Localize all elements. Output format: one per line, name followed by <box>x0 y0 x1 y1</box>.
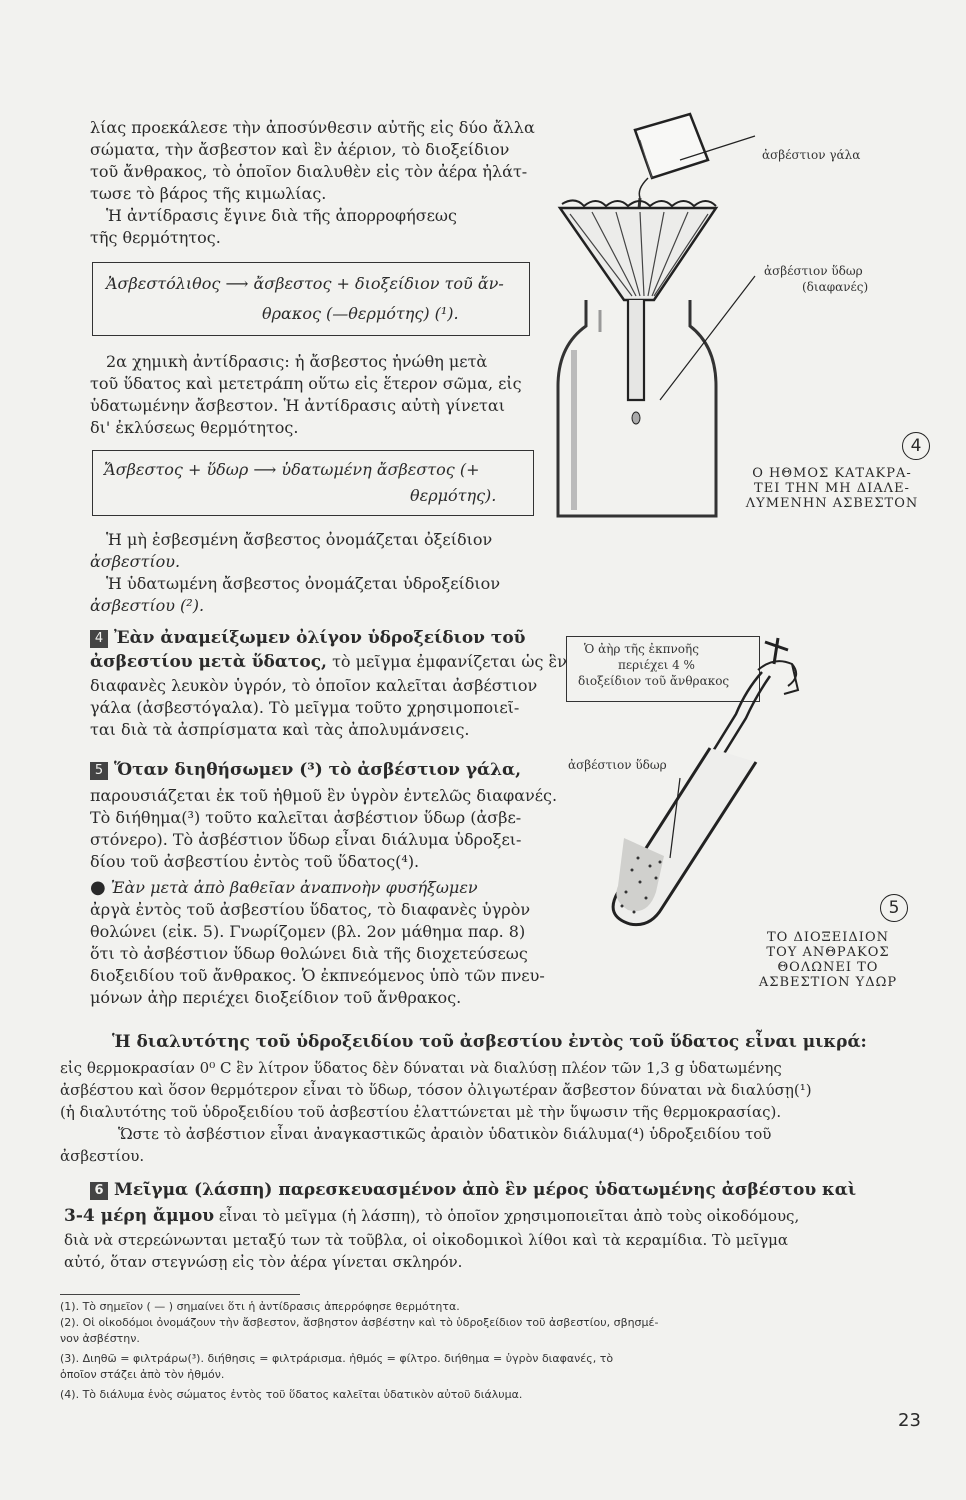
footnote-2: (2). Οἱ οἰκοδόμοι ὀνομάζουν τὴν ἄσβεστον, ἄσβηστον ἀσβέστην καὶ τὸ ὑδροξείδιον τοῦ ἀσβεστίου, σβησμέ- <box>60 1316 659 1329</box>
names-line-4: ἀσβεστίου (²). <box>90 596 205 615</box>
footnote-4: (4). Τὸ διάλυμα ἑνὸς σώματος ἐντὸς τοῦ ὕδατος καλεῖται ὑδατικὸν αὐτοῦ διάλυμα. <box>60 1388 523 1401</box>
section-5-line-4: στόνερο). Τὸ ἀσβέστιον ὕδωρ εἶναι διάλυμα ὑδροξει- <box>90 830 522 849</box>
solubility-line-2: ἀσβέστου καὶ ὅσον θερμότερον εἶναι τὸ ὕδωρ, τόσον ὀλιγωτέραν ἄσβεστον δύναται νὰ διαλύσῃ(¹) <box>60 1081 812 1099</box>
section-6-line-3: διὰ νὰ στερεώνωνται μεταξύ των τὰ τοῦβλα, οἱ οἰκοδομικοὶ λίθοι καὶ τὰ κεραμίδια. Τὸ μεῖγμα <box>64 1231 789 1249</box>
section-5-line-10: διοξειδίου τοῦ ἄνθρακος. Ὁ ἐκπνεόμενος ὑπὸ τῶν πνευ- <box>90 966 545 985</box>
equation-1-line-1: Ἀσβεστόλιθος ⟶ ἄσβεστος + διοξείδιον τοῦ ἄν- <box>106 274 504 293</box>
solubility-line-3: (ἡ διαλυτότης τοῦ ὑδροξειδίου τοῦ ἀσβεστίου ἐλαττώνεται μὲ τὴν ὕψωσιν τῆς θερμοκρασίας). <box>60 1103 782 1121</box>
page-number: 23 <box>898 1410 921 1431</box>
section-4-line-3: διαφανὲς λευκὸν ὑγρόν, τὸ ὁποῖον καλεῖται ἀσβέστιον <box>90 676 538 695</box>
section-5-line-7: ἀργὰ ἐντὸς τοῦ ἀσβεστίου ὕδατος, τὸ διαφανὲς ὑγρὸν <box>90 900 531 919</box>
intro-line-1: λίας προεκάλεσε τὴν ἀποσύνθεσιν αὐτῆς εἰς δύο ἄλλα <box>90 118 535 137</box>
footnote-3: (3). Διηθῶ = φιλτράρω(³). διήθησις = φιλτράρισμα. ἠθμός = φίλτρο. διήθημα = ὑγρὸν διαφανές, τὸ <box>60 1352 614 1365</box>
solubility-title: Ἡ διαλυτότης τοῦ ὑδροξειδίου τοῦ ἀσβεστίου ἐντὸς τοῦ ὕδατος εἶναι μικρά: <box>112 1032 867 1052</box>
section-5-line-3: Τὸ διήθημα(³) τοῦτο καλεῖται ἀσβέστιον ὕδωρ (ἀσβε- <box>90 808 522 827</box>
section-6-line-2: 3-4 μέρη ἄμμου εἶναι τὸ μεῖγμα (ἡ λάσπη), τὸ ὁποῖον χρησιμοποιεῖται ἀπὸ τοὺς οἰκοδόμους, <box>64 1206 800 1226</box>
test-tube-icon <box>613 748 756 925</box>
names-line-2: ἀσβεστίου. <box>90 552 181 571</box>
equation-1-line-2: θρακος (—θερμότης) (¹). <box>262 304 459 323</box>
section-5-line-1: 5 Ὅταν διηθήσωμεν (³) τὸ ἀσβέστιον γάλα, <box>90 760 521 780</box>
solubility-line-4: Ὥστε τὸ ἀσβέστιον εἶναι ἀναγκαστικῶς ἀραιὸν ὑδατικὸν διάλυμα(⁴) ὑδροξειδίου τοῦ <box>118 1125 772 1143</box>
figure-4-label-clear: (διαφανές) <box>802 280 869 294</box>
section-5-line-2: παρουσιάζεται ἐκ τοῦ ἠθμοῦ ἓν ὑγρὸν ἐντελῶς διαφανές. <box>90 786 558 805</box>
section-4-line-2: ἀσβεστίου μετὰ ὕδατος, τὸ μεῖγμα ἐμφανίζεται ὡς ἓν <box>90 652 567 672</box>
intro-line-5: Ἡ ἀντίδρασις ἔγινε διὰ τῆς ἀπορροφήσεως <box>106 206 457 225</box>
bullet: ● <box>90 877 106 898</box>
footnote-3-cont: ὁποῖον στάζει ἀπὸ τὸν ἠθμόν. <box>60 1368 225 1381</box>
reaction-2-line-4: δι' ἐκλύσεως θερμότητος. <box>90 418 299 437</box>
intro-line-6: τῆς θερμότητος. <box>90 228 221 247</box>
section-4-line-4: γάλα (ἀσβεστόγαλα). Τὸ μεῖγμα τοῦτο χρησιμοποιεῖ- <box>90 698 520 717</box>
figure-5-box-line-1: Ὁ ἀὴρ τῆς ἐκπνοῆς <box>584 642 699 656</box>
funnel-icon <box>560 200 716 400</box>
section-5-line-8: θολώνει (εἰκ. 5). Γνωρίζομεν (βλ. 2ον μάθημα παρ. 8) <box>90 922 526 941</box>
intro-line-4: τωσε τὸ βάρος τῆς κιμωλίας. <box>90 184 327 203</box>
section-5-line-11: μόνων ἀὴρ περιέχει διοξείδιον τοῦ ἄνθρακος. <box>90 988 462 1007</box>
section-6-line-4: αὐτό, ὅταν στεγνώσῃ εἰς τὸν ἀέρα γίνεται σκληρόν. <box>64 1253 463 1271</box>
section-6-line-1: 6 Μεῖγμα (λάσπη) παρεσκευασμένον ἀπὸ ἓν μέρος ὑδατωμένης ἀσβέστου καὶ <box>90 1180 856 1200</box>
figure-5-number: 5 <box>880 894 908 922</box>
drop-icon <box>632 412 640 424</box>
figure-5-caption: ΤΟ ΔΙΟΞΕΙΔΙΟΝ ΤΟΥ ΑΝΘΡΑΚΟΣ ΘΟΛΩΝΕΙ ΤΟ ΑΣΒΕΣΤΙΟΝ ΥΔΩΡ <box>758 930 898 990</box>
figure-4-filter-illustration <box>540 100 760 520</box>
figure-4-label-milk: ἀσβέστιον γάλα <box>762 148 861 162</box>
figure-5-label-water: ἀσβέστιον ὕδωρ <box>568 758 667 772</box>
figure-4-number: 4 <box>902 432 930 460</box>
figure-5-box-line-3: διοξείδιον τοῦ ἄνθρακος <box>578 674 730 688</box>
solubility-line-5: ἀσβεστίου. <box>60 1147 145 1165</box>
footnote-2-cont: νον ἀσβέστην. <box>60 1332 140 1345</box>
figure-4-label-water: ἀσβέστιον ὕδωρ <box>764 264 863 278</box>
intro-line-3: τοῦ ἄνθρακος, τὸ ὁποῖον διαλυθὲν εἰς τὸν ἀέρα ἠλάτ- <box>90 162 528 181</box>
section-5-line-6: ● Ἐὰν μετὰ ἀπὸ βαθεῖαν ἀναπνοὴν φυσήξωμεν <box>90 877 478 898</box>
names-line-3: Ἡ ὑδατωμένη ἄσβεστος ὀνομάζεται ὑδροξείδιον <box>106 574 501 593</box>
solubility-line-1: εἰς θερμοκρασίαν 0⁰ C ἓν λίτρον ὕδατος δὲν δύναται νὰ διαλύσῃ πλέον τῶν 1,3 g ὑδατωμένης <box>60 1059 782 1077</box>
equation-2-line-2: θερμότης). <box>410 486 497 505</box>
reaction-2-line-1: 2α χημικὴ ἀντίδρασις: ἡ ἄσβεστος ἡνώθη μετὰ <box>106 352 488 371</box>
section-5-line-5: δίου τοῦ ἀσβεστίου ἐντὸς τοῦ ὕδατος(⁴). <box>90 852 420 871</box>
pouring-beaker-icon <box>635 114 708 198</box>
water-pointer <box>660 276 755 400</box>
section-4-line-1: 4 Ἐὰν ἀναμείξωμεν ὀλίγον ὑδροξείδιον τοῦ <box>90 628 525 648</box>
figure-5-box-line-2: περιέχει 4 % <box>618 658 695 672</box>
figure-4-caption: Ο ΗΘΜΟΣ ΚΑΤΑΚΡΑ- ΤΕΙ ΤΗΝ ΜΗ ΔΙΑΛΕ- ΛΥΜΕΝΗΝ ΑΣΒΕΣΤΟΝ <box>745 466 919 511</box>
footnote-1: (1). Τὸ σημεῖον ( — ) σημαίνει ὅτι ἡ ἀντίδρασις ἀπερρόφησε θερμότητα. <box>60 1300 460 1313</box>
section-5-line-9: ὅτι τὸ ἀσβέστιον ὕδωρ θολώνει διὰ τῆς διοχετεύσεως <box>90 944 528 963</box>
section-4-number: 4 <box>90 630 108 648</box>
equation-2-line-1: Ἄσβεστος + ὕδωρ ⟶ ὑδατωμένη ἄσβεστος (+ <box>104 460 480 479</box>
figure-5-tube-illustration <box>560 630 820 930</box>
footnote-divider <box>60 1294 300 1295</box>
section-4-line-5: ται διὰ τὰ ἀσπρίσματα καὶ τὰς ἀπολυμάνσεις. <box>90 720 470 739</box>
names-line-1: Ἡ μὴ ἐσβεσμένη ἄσβεστος ὀνομάζεται ὀξείδιον <box>106 530 493 549</box>
section-6-number: 6 <box>90 1182 108 1200</box>
reaction-2-line-2: τοῦ ὕδατος καὶ μετετράπη οὕτω εἰς ἕτερον σῶμα, εἰς <box>90 374 522 393</box>
section-5-number: 5 <box>90 762 108 780</box>
intro-line-2: σώματα, τὴν ἄσβεστον καὶ ἓν ἀέριον, τὸ διοξείδιον <box>90 140 510 159</box>
reaction-2-line-3: ὑδατωμένην ἄσβεστον. Ἡ ἀντίδρασις αὐτὴ γίνεται <box>90 396 505 415</box>
